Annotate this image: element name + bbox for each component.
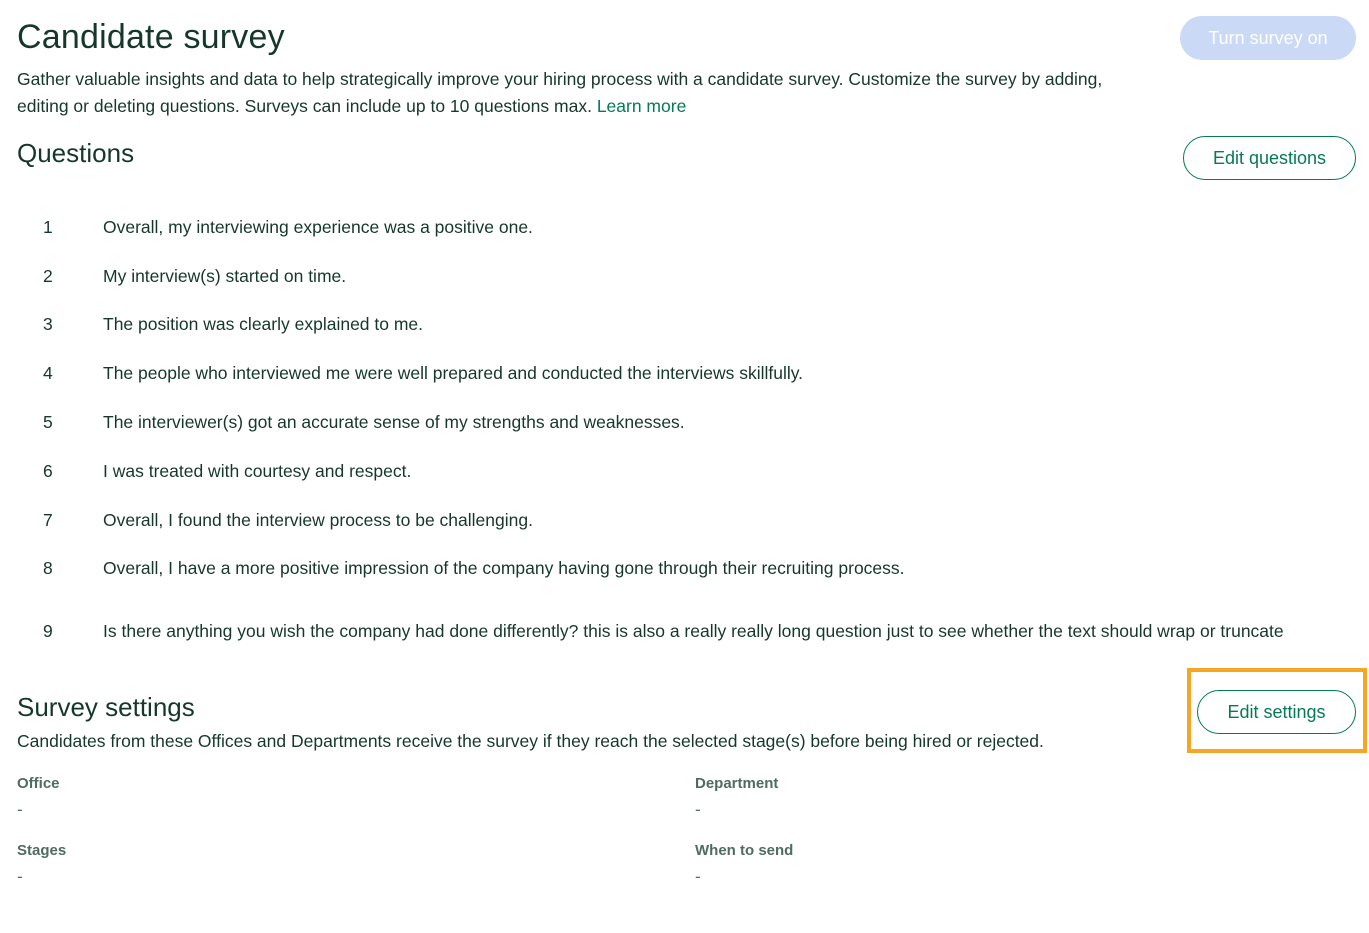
question-number: 1 (43, 216, 53, 237)
question-row (17, 349, 1337, 398)
question-text: I was treated with courtesy and respect. (103, 460, 412, 481)
question-number: 7 (43, 509, 53, 530)
question-row (17, 203, 1337, 252)
question-text: The people who interviewed me were well prepared and conducted the interviews skillfully. (103, 363, 804, 384)
edit-settings-button[interactable]: Edit settings (1197, 690, 1356, 734)
question-row (17, 545, 1337, 594)
stages-field (17, 842, 66, 887)
question-text: The interviewer(s) got an accurate sense of my strengths and weaknesses. (103, 412, 685, 433)
stages-label: Stages (17, 842, 67, 859)
question-number: 8 (43, 558, 53, 579)
when-to-send-value: - (695, 867, 701, 886)
question-number: 4 (43, 363, 53, 384)
when-to-send-field (695, 842, 793, 887)
question-number: 5 (43, 412, 53, 433)
office-field (17, 775, 60, 820)
questions-list (17, 203, 1337, 669)
question-text: Overall, my interviewing experience was a positive one. (103, 216, 533, 237)
question-row (17, 447, 1337, 496)
question-text: The position was clearly explained to me. (103, 314, 424, 335)
turn-survey-on-button[interactable]: Turn survey on (1180, 16, 1356, 60)
question-text: Overall, I have a more positive impression of the company having gone through their recruiting process. (103, 558, 905, 579)
question-text: Overall, I found the interview process to be challenging. (103, 509, 533, 530)
question-number: 3 (43, 314, 53, 335)
settings-description: Candidates from these Offices and Departments receive the survey if they reach the selected stage(s) before being hired or rejected. (17, 731, 1044, 751)
stages-value: - (17, 867, 23, 886)
page-title: Candidate survey (17, 18, 285, 56)
intro-text: Gather valuable insights and data to help strategically improve your hiring process with a candidate survey. Customize the survey by adding, editing or deleting questions. Surveys can include up to 10 questions max. (17, 69, 1103, 116)
question-row (17, 593, 1337, 669)
edit-questions-button[interactable]: Edit questions (1183, 136, 1356, 180)
question-text: Is there anything you wish the company had done differently? this is also a really really long question just to see whether the text should wrap or truncate (103, 620, 1284, 641)
office-label: Office (17, 775, 60, 792)
question-number: 6 (43, 460, 53, 481)
question-row (17, 301, 1337, 350)
department-field (695, 775, 778, 820)
question-row (17, 398, 1337, 447)
intro-description (17, 66, 1127, 120)
learn-more-link[interactable]: Learn more (596, 96, 687, 116)
question-row (17, 496, 1337, 545)
when-to-send-label: When to send (695, 842, 794, 859)
questions-heading: Questions (17, 138, 135, 168)
question-number: 2 (43, 265, 53, 286)
department-label: Department (695, 775, 779, 792)
question-text: My interview(s) started on time. (103, 265, 347, 286)
department-value: - (695, 800, 701, 819)
question-number: 9 (43, 620, 53, 641)
question-row (17, 252, 1337, 301)
survey-settings-heading: Survey settings (17, 692, 195, 722)
office-value: - (17, 800, 23, 819)
